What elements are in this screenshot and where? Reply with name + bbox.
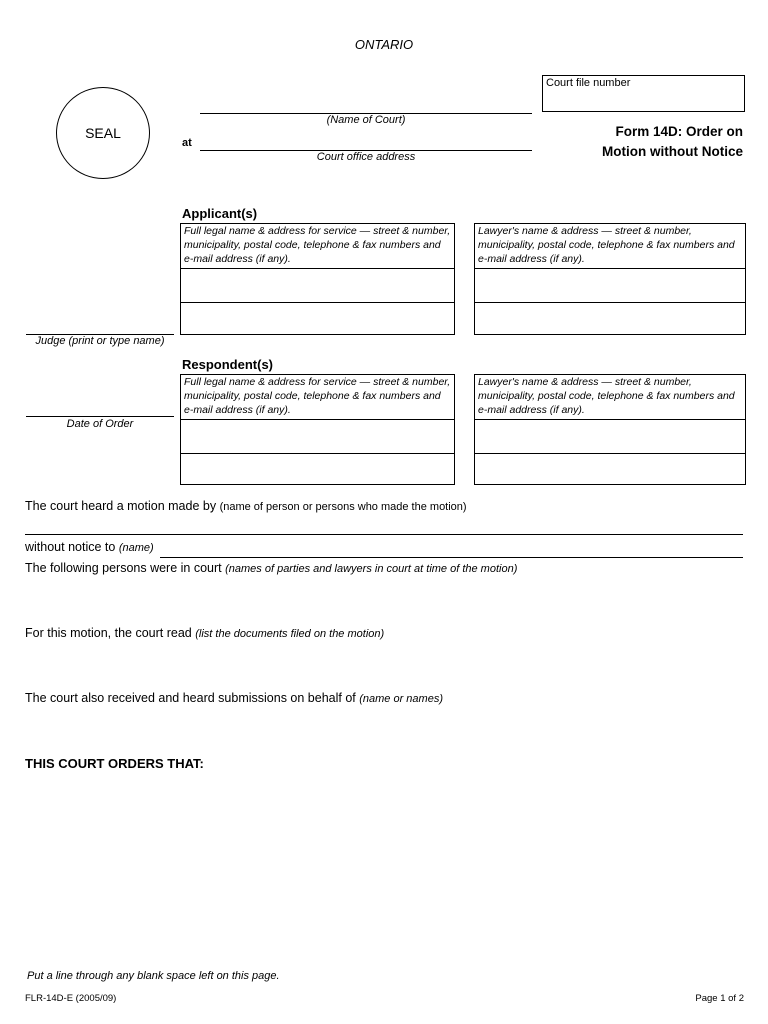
- court-orders-heading: THIS COURT ORDERS THAT:: [25, 756, 204, 771]
- respondent-lawyer-row-2[interactable]: [475, 454, 745, 486]
- seal-label: SEAL: [85, 125, 121, 141]
- motion-by-note: (name of person or persons who made the motion): [219, 501, 467, 513]
- applicant-party-header: Full legal name & address for service — street & number, municipality, postal code, telephone & fax numbers and e-mail address (if any).: [181, 224, 454, 269]
- submissions-text: The court also received and heard submissions on behalf of: [25, 691, 356, 705]
- court-seal: [56, 87, 150, 179]
- date-of-order-label: Date of Order: [66, 418, 134, 430]
- at-label: at: [182, 137, 192, 149]
- without-notice-note: (name): [118, 542, 154, 554]
- without-notice-line[interactable]: [160, 557, 743, 558]
- submissions-statement: [25, 691, 443, 705]
- motion-by-text: The court heard a motion made by: [25, 499, 217, 513]
- court-file-number-field[interactable]: [542, 75, 745, 112]
- applicant-party-row-1[interactable]: [181, 269, 454, 303]
- motion-by-statement: [25, 499, 467, 513]
- persons-in-court-text: The following persons were in court: [25, 561, 222, 575]
- name-of-court-label: (Name of Court): [326, 114, 406, 126]
- blank-space-note: Put a line through any blank space left on this page.: [27, 970, 280, 982]
- court-read-text: For this motion, the court read: [25, 626, 192, 640]
- respondent-party-header: Full legal name & address for service — street & number, municipality, postal code, telephone & fax numbers and e-mail address (if any).: [181, 375, 454, 420]
- court-office-label: Court office address: [316, 151, 416, 163]
- applicant-lawyer-box: [474, 223, 746, 335]
- respondents-heading: Respondent(s): [182, 357, 273, 372]
- date-of-order-line[interactable]: [26, 416, 174, 417]
- form-title-line2: Motion without Notice: [602, 144, 743, 159]
- applicants-heading: Applicant(s): [182, 206, 258, 221]
- without-notice-statement: [25, 540, 154, 554]
- respondent-party-row-2[interactable]: [181, 454, 454, 486]
- form-code: FLR-14D-E (2005/09): [25, 993, 117, 1004]
- judge-label: Judge (print or type name): [35, 335, 165, 347]
- respondent-lawyer-box: [474, 374, 746, 485]
- motion-by-line[interactable]: [25, 534, 743, 535]
- form-title-line1: Form 14D: Order on: [615, 124, 743, 139]
- form-title: [523, 122, 743, 162]
- applicant-party-row-2[interactable]: [181, 303, 454, 335]
- respondent-party-box: [180, 374, 455, 485]
- applicant-lawyer-row-1[interactable]: [475, 269, 745, 303]
- page-number: Page 1 of 2: [695, 993, 744, 1004]
- court-file-number-label: Court file number: [546, 77, 631, 89]
- respondent-lawyer-row-1[interactable]: [475, 420, 745, 454]
- persons-in-court-note: (names of parties and lawyers in court at time of the motion): [225, 563, 518, 575]
- applicant-party-box: [180, 223, 455, 335]
- respondent-lawyer-header: Lawyer's name & address — street & number, municipality, postal code, telephone & fax numbers and e-mail address (if any).: [475, 375, 745, 420]
- applicant-lawyer-header: Lawyer's name & address — street & number, municipality, postal code, telephone & fax numbers and e-mail address (if any).: [475, 224, 745, 269]
- persons-in-court-statement: [25, 561, 517, 575]
- court-read-note: (list the documents filed on the motion): [195, 628, 385, 640]
- jurisdiction-title: ONTARIO: [354, 37, 414, 52]
- without-notice-text: without notice to: [25, 540, 116, 554]
- respondent-party-row-1[interactable]: [181, 420, 454, 454]
- court-read-statement: [25, 626, 384, 640]
- applicant-lawyer-row-2[interactable]: [475, 303, 745, 335]
- submissions-note: (name or names): [359, 693, 443, 705]
